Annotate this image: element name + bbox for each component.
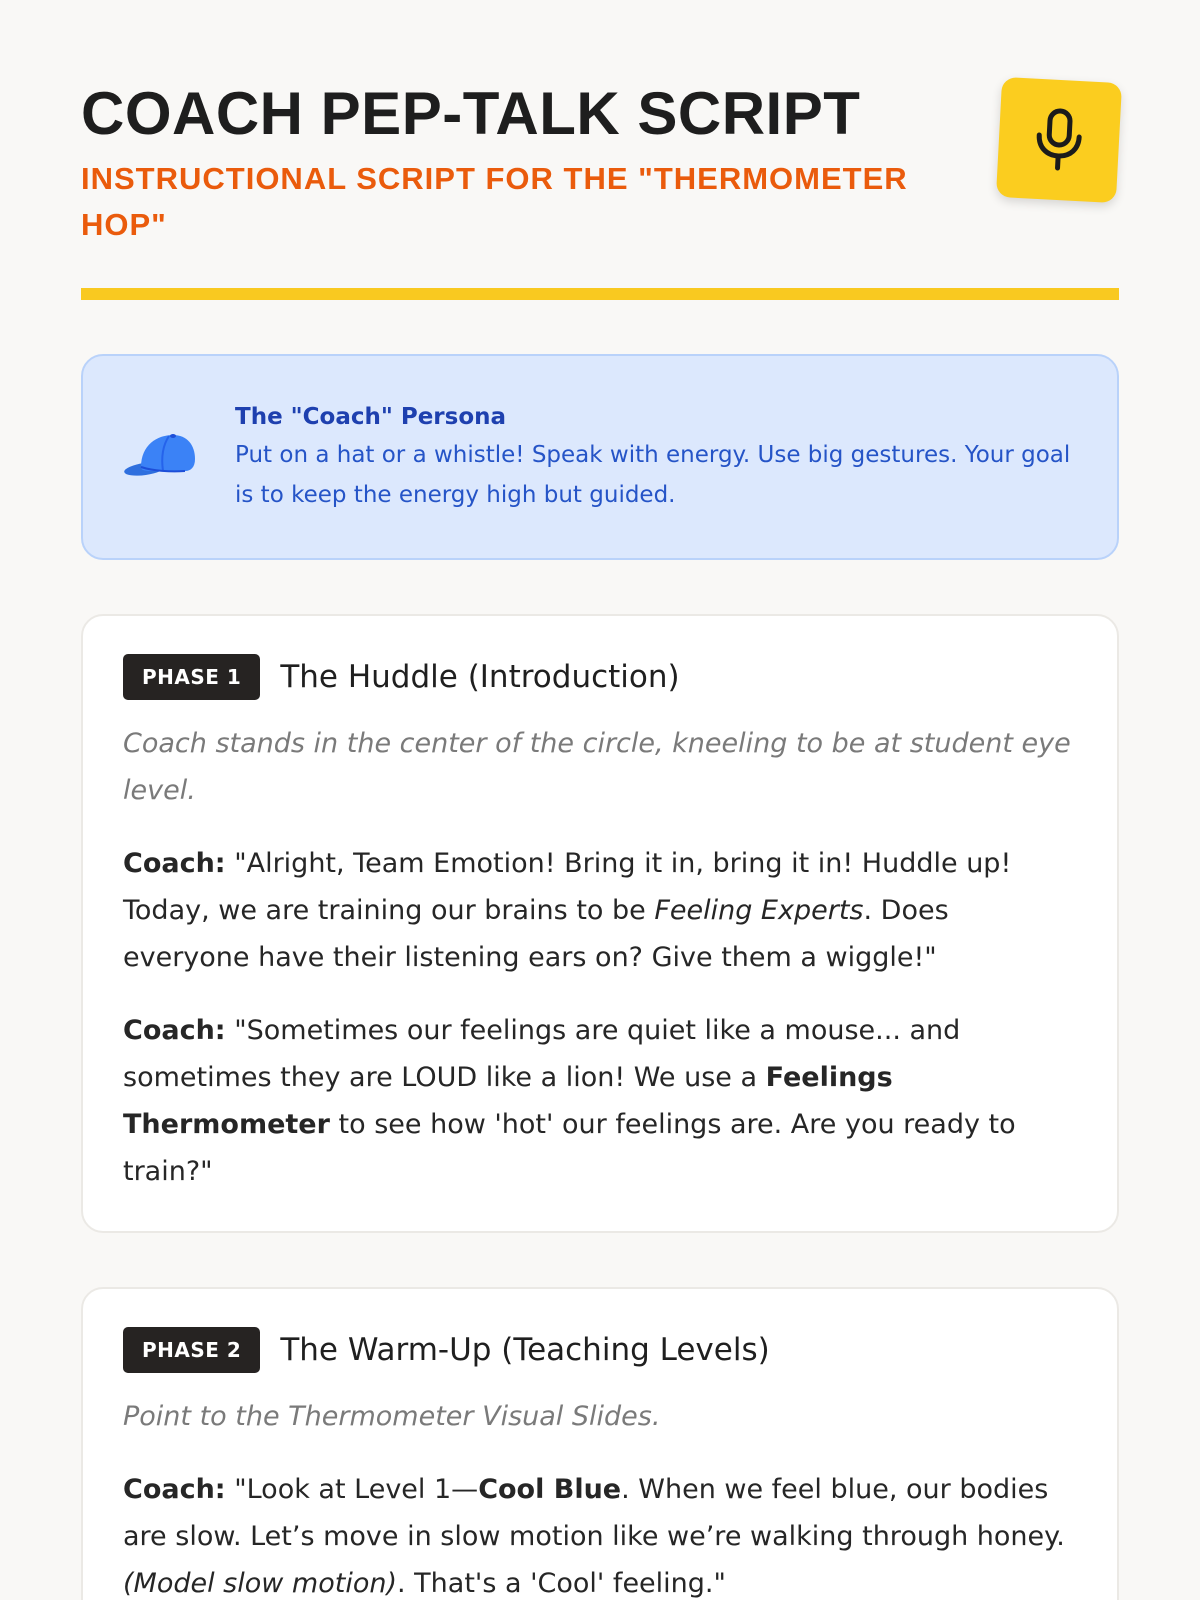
phase-badge: PHASE 2 [123,1327,260,1373]
line-strong: Feelings Thermometer [123,1062,893,1140]
phase-header [123,654,1077,700]
phase-card-1 [81,614,1119,1233]
phase-card-2 [81,1287,1119,1600]
stage-direction: Coach stands in the center of the circle, kneeling to be at student eye level. [123,728,1071,806]
speaker-label: Coach: [123,1474,226,1505]
page-subtitle: INSTRUCTIONAL SCRIPT FOR THE "THERMOMETER HOP" [81,161,908,242]
script-line [123,840,1077,981]
header [81,0,1119,300]
line-text: . Does everyone have their listening ears on? Give them a wiggle!" [123,895,949,973]
line-text: . That's a 'Cool' feeling." [397,1568,726,1599]
line-text: "Alright, Team Emotion! Bring it in, bring it in! Huddle up! Today, we are training our brains to be [123,848,1012,926]
microphone-icon [1031,107,1086,174]
line-emphasis: Feeling Experts [654,895,864,926]
persona-text: Put on a hat or a whistle! Speak with energy. Use big gestures. Your goal is to keep the energy high but guided. [235,442,1071,508]
header-divider [81,288,1119,300]
line-text: to see how 'hot' our feelings are. Are you ready to train?" [123,1109,1016,1187]
line-strong: Cool Blue [478,1474,622,1505]
page-title: COACH PEP-TALK SCRIPT [81,80,861,147]
phase-title: The Huddle (Introduction) [280,659,680,695]
line-text: "Sometimes our feelings are quiet like a mouse... and sometimes they are LOUD like a lion! We use a [123,1015,961,1093]
phase-header [123,1327,1077,1373]
microphone-badge [996,77,1122,203]
persona-body [235,399,1077,515]
line-text: "Look at Level 1— [225,1474,479,1505]
speaker-label: Coach: [123,1015,226,1046]
phase-title: The Warm-Up (Teaching Levels) [280,1332,770,1368]
script-line [123,1466,1077,1600]
speaker-label: Coach: [123,848,226,879]
script-line [123,1007,1077,1195]
persona-title: The "Coach" Persona [235,404,507,430]
persona-callout [81,354,1119,560]
baseball-cap-icon [123,427,199,487]
line-text: . When we feel blue, our bodies are slow. Let’s move in slow motion like we’re walking through honey. [123,1474,1065,1552]
line-emphasis: (Model slow motion) [123,1568,398,1599]
phase-badge: PHASE 1 [123,654,260,700]
stage-direction: Point to the Thermometer Visual Slides. [123,1401,661,1432]
